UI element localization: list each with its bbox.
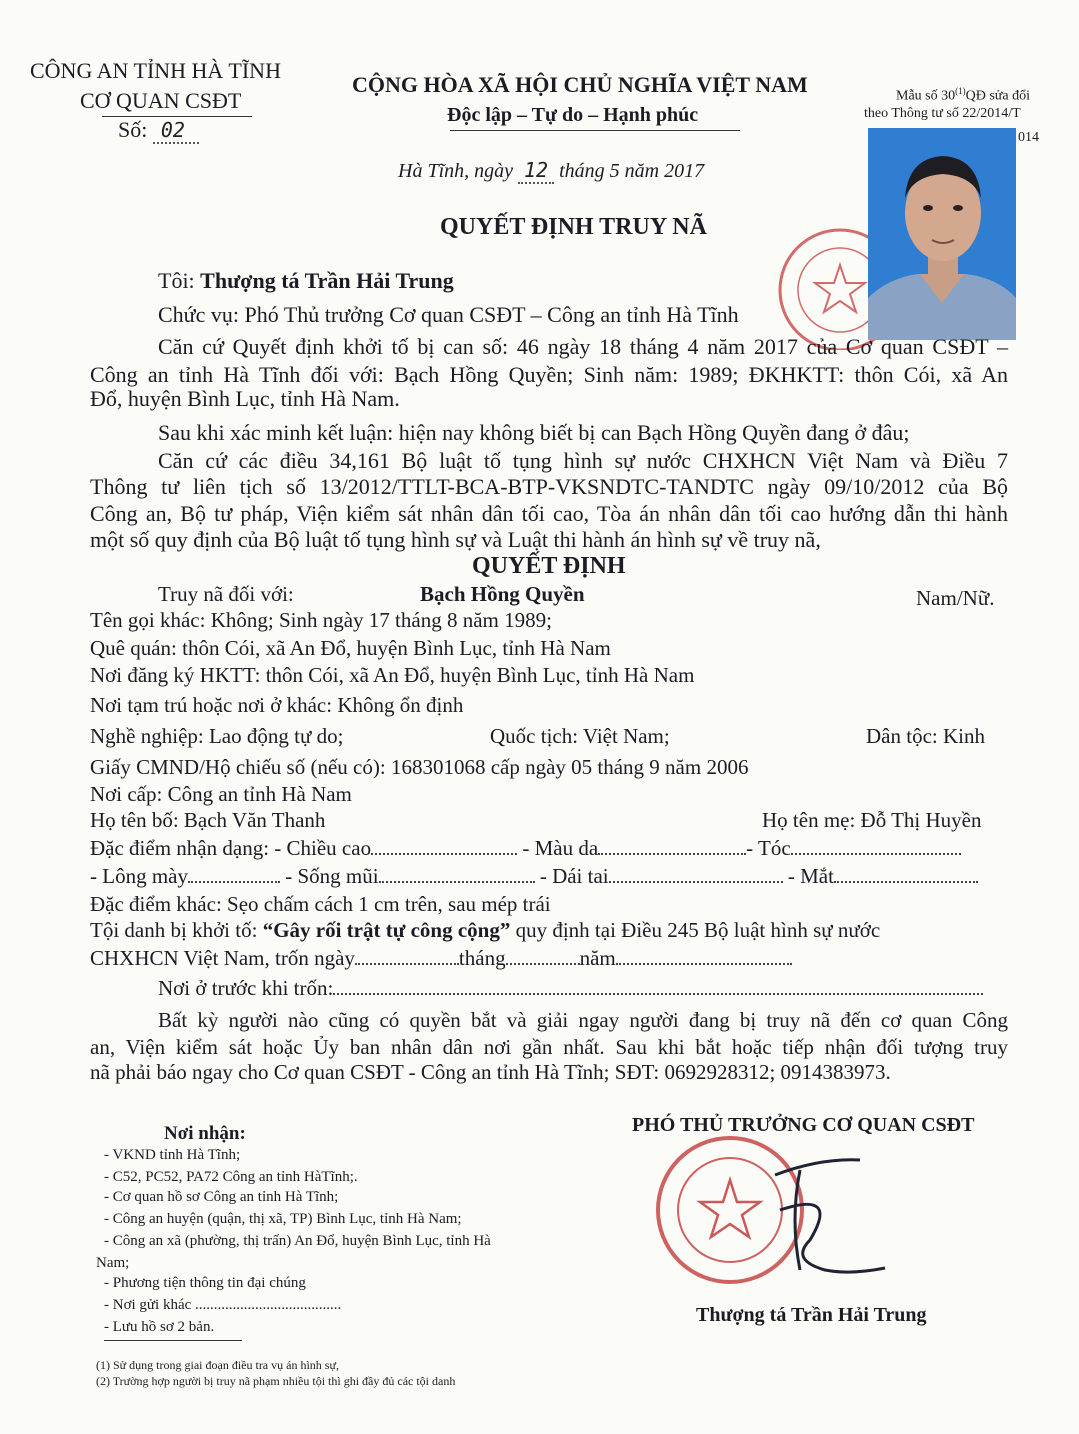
id-card: Giấy CMND/Hộ chiếu số (nếu có): 168301068 cấp ngày 05 tháng 9 năm 2006: [90, 755, 749, 779]
country-name: CỘNG HÒA XÃ HỘI CHỦ NGHĨA VIỆT NAM: [352, 72, 808, 97]
basis-2-line2: Thông tư liên tịch số 13/2012/TTLT-BCA-BTP-VKSNDTC-TANDTC ngày 09/10/2012 của Bộ: [90, 474, 1008, 499]
agency-unit: CƠ QUAN CSĐT: [80, 88, 242, 113]
recipient-item: - Công an xã (phường, thị trấn) An Đổ, huyện Bình Lục, tỉnh Hà: [104, 1233, 491, 1249]
recipient-item: - VKND tỉnh Hà Tĩnh;: [104, 1147, 241, 1163]
basis-2-line3: Công an, Bộ tư pháp, Viện kiểm sát nhân dân tối cao, Tòa án nhân dân tối cao hướng dẫn thi hành: [90, 501, 1008, 526]
document-title: QUYẾT ĐỊNH TRUY NÃ: [440, 214, 707, 240]
other-features: Đặc điểm khác: Sẹo chấm cách 1 cm trên, sau mép trái: [90, 892, 551, 916]
decision-heading: QUYẾT ĐỊNH: [472, 553, 626, 579]
basis-2-line1: Căn cứ các điều 34,161 Bộ luật tố tụng hình sự nước CHXHCN Việt Nam và Điều 7: [158, 448, 1008, 473]
basis-1-line3: Đổ, huyện Bình Lục, tỉnh Hà Nam.: [90, 386, 400, 411]
temporary-residence: Nơi tạm trú hoặc nơi ở khác: Không ổn định: [90, 693, 464, 717]
form-note-line2: theo Thông tư số 22/2014/T: [864, 106, 1021, 121]
alias-birth: Tên gọi khác: Không; Sinh ngày 17 tháng 8 năm 1989;: [90, 608, 552, 632]
issue-date: Hà Tĩnh, ngày 12 tháng 5 năm 2017: [398, 158, 705, 182]
father-name: Họ tên bố: Bạch Văn Thanh: [90, 808, 326, 832]
issuer-name: Thượng tá Trần Hải Trung: [200, 268, 454, 293]
recipient-item: - Công an huyện (quận, thị xã, TP) Bình Lục, tỉnh Hà Nam;: [104, 1211, 462, 1227]
closing-line1: Bất kỳ người nào cũng có quyền bắt và giải ngay người đang bị truy nã đến cơ quan Công: [158, 1008, 1008, 1032]
recipient-item: - Phương tiện thông tin đại chúng: [104, 1275, 306, 1291]
issuer-line: Tôi: Thượng tá Trần Hải Trung: [158, 268, 454, 293]
agency-name: CÔNG AN TỈNH HÀ TĨNH: [30, 58, 281, 83]
mother-name: Họ tên mẹ: Đỗ Thị Huyền: [762, 808, 982, 832]
document-number-value: 02: [153, 118, 199, 144]
footnote-2: (2) Trường hợp người bị truy nã phạm nhiều tội thì ghi đầy đủ các tội danh: [96, 1374, 456, 1388]
motto-underline: [450, 130, 740, 131]
motto: Độc lập – Tự do – Hạnh phúc: [447, 104, 699, 126]
charge-name: “Gây rối trật tự công cộng”: [262, 918, 511, 942]
id-features-row1: Đặc điểm nhận dạng: - Chiều cao - Màu da - Tóc: [90, 836, 961, 861]
recipients-title: Nơi nhận:: [164, 1123, 246, 1144]
recipient-item: - Nơi gửi khác .......................................: [104, 1297, 342, 1313]
recipient-item: - C52, PC52, PA72 Công an tỉnh HàTĩnh;.: [104, 1169, 358, 1185]
footnote-1: (1) Sử dụng trong giai đoạn điều tra vụ án hình sự,: [96, 1358, 339, 1372]
form-note-line1: Mẫu số 30$^{(1)}$QĐ sửa đổi: [896, 86, 1030, 104]
basis-2-line4: một số quy định của Bộ luật tố tụng hình sự và Luật thi hành án hình sự về truy nã,: [90, 527, 821, 552]
basis-1-line2: Công an tỉnh Hà Tĩnh đối với: Bạch Hồng Quyền; Sinh năm: 1989; ĐKHKTT: thôn Cói, xã An: [90, 362, 1008, 387]
recipient-item: Nam;: [96, 1255, 130, 1271]
gender-field: Nam/Nữ.: [916, 586, 995, 610]
closing-line3: nã phải báo ngay cho Cơ quan CSĐT - Công an tỉnh Hà Tĩnh; SĐT: 0692928312; 0914383973.: [90, 1060, 891, 1084]
suspect-photo: [868, 128, 1016, 340]
document-number: Số: 02: [118, 117, 199, 143]
recipients-underline: [104, 1340, 242, 1341]
ethnicity: Dân tộc: Kinh: [866, 724, 985, 748]
issuer-position: Chức vụ: Phó Thủ trưởng Cơ quan CSĐT – Công an tỉnh Hà Tĩnh: [158, 302, 739, 327]
signer-name: Thượng tá Trần Hải Trung: [696, 1304, 927, 1326]
occupation: Nghề nghiệp: Lao động tự do;: [90, 724, 344, 748]
signer-title: PHÓ THỦ TRƯỞNG CƠ QUAN CSĐT: [632, 1114, 975, 1136]
basis-1-line1: Căn cứ Quyết định khởi tố bị can số: 46 ngày 18 tháng 4 năm 2017 của Cơ quan CSĐT –: [158, 334, 1008, 359]
registered-address: Nơi đăng ký HKTT: thôn Cói, xã An Đổ, huyện Bình Lục, tỉnh Hà Nam: [90, 663, 695, 687]
signature-icon: [775, 1160, 885, 1272]
nationality: Quốc tịch: Việt Nam;: [490, 724, 670, 748]
id-features-row2: - Lông mày - Sống mũi - Dái tai - Mắt: [90, 864, 978, 889]
hometown: Quê quán: thôn Cói, xã An Đổ, huyện Bình Lục, tỉnh Hà Nam: [90, 636, 611, 660]
issue-day: 12: [518, 158, 554, 184]
charge-line1: Tội danh bị khởi tố: “Gây rối trật tự công cộng” quy định tại Điều 245 Bộ luật hình sự nước: [90, 918, 881, 942]
wanted-label: Truy nã đối với:: [158, 582, 294, 606]
seal-stamp-signature: [650, 1130, 910, 1300]
charge-line2: CHXHCN Việt Nam, trốn ngày tháng năm: [90, 946, 792, 971]
recipient-item: - Cơ quan hồ sơ Công an tỉnh Hà Tĩnh;: [104, 1189, 339, 1205]
closing-line2: an, Viện kiểm sát hoặc Ủy ban nhân dân nơi gần nhất. Sau khi bắt hoặc tiếp nhận đối tượng truy: [90, 1035, 1008, 1059]
verification-statement: Sau khi xác minh kết luận: hiện nay không biết bị can Bạch Hồng Quyền đang ở đâu;: [158, 420, 910, 445]
issue-place: Nơi cấp: Công an tỉnh Hà Nam: [90, 782, 352, 806]
recipient-item: - Lưu hồ sơ 2 bản.: [104, 1319, 215, 1335]
form-note-line3: 014: [1018, 130, 1039, 145]
wanted-name: Bạch Hồng Quyền: [420, 582, 585, 606]
previous-residence: Nơi ở trước khi trốn:: [158, 976, 983, 1001]
